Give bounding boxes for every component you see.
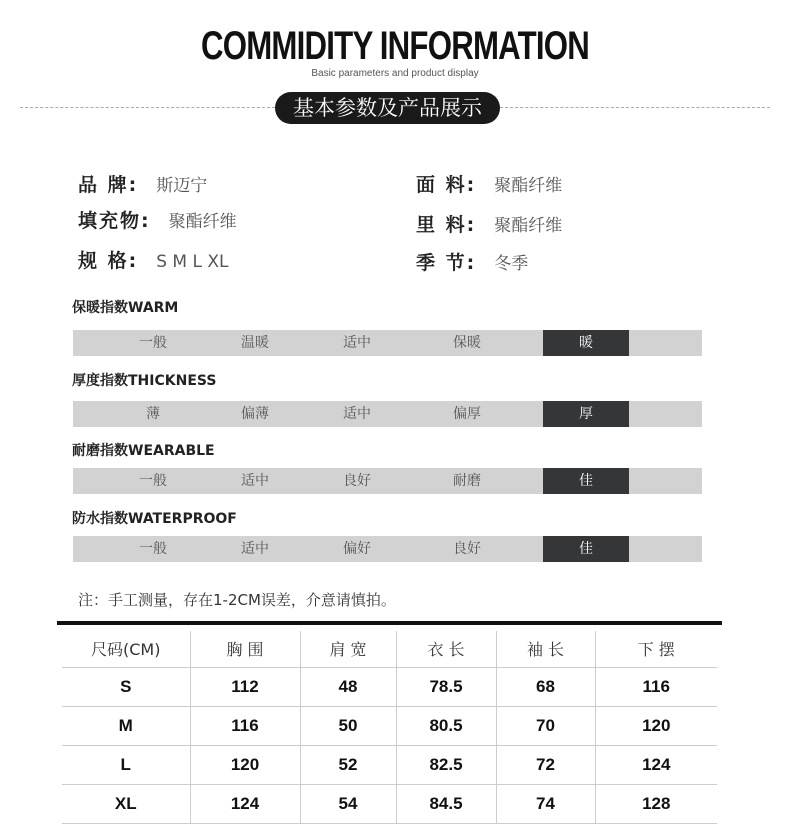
cell-size: XL	[62, 784, 190, 823]
param-spec	[78, 246, 228, 273]
index-bar-thickness	[73, 401, 702, 427]
cell-size: S	[62, 667, 190, 706]
column-header: 胸 围	[190, 631, 300, 667]
index-level-selected: 佳	[543, 536, 629, 562]
cell-hem: 124	[595, 745, 717, 784]
param-season	[416, 248, 528, 275]
table-row	[62, 784, 717, 823]
measurement-note: 注：手工测量，存在1-2CM误差，介意请慎拍。	[78, 591, 396, 609]
page-subtitle: Basic parameters and product display	[311, 68, 479, 79]
cell-chest: 116	[190, 706, 300, 745]
param-label: 品 牌:	[78, 174, 139, 196]
dashed-divider-right	[500, 107, 770, 108]
index-level: 良好	[453, 541, 481, 557]
column-header: 袖 长	[496, 631, 595, 667]
index-level: 良好	[343, 473, 371, 489]
column-header: 尺码(CM)	[62, 631, 190, 667]
index-level: 一般	[139, 335, 167, 351]
param-value: 聚酯纤维	[168, 212, 237, 232]
cell-shoulder: 52	[300, 745, 396, 784]
size-table	[62, 631, 717, 824]
cell-sleeve: 70	[496, 706, 595, 745]
index-level: 保暖	[453, 335, 481, 351]
index-level: 适中	[241, 473, 269, 489]
index-title-thickness: 厚度指数THICKNESS	[72, 373, 217, 389]
cell-chest: 112	[190, 667, 300, 706]
index-level: 适中	[343, 406, 371, 422]
cell-size: M	[62, 706, 190, 745]
index-bar-warm	[73, 330, 702, 356]
index-level-selected: 厚	[543, 401, 629, 427]
param-value: S M L XL	[156, 252, 229, 272]
cell-shoulder: 50	[300, 706, 396, 745]
column-header: 肩 宽	[300, 631, 396, 667]
section-pill: 基本参数及产品展示	[275, 92, 500, 124]
param-label: 里 料:	[416, 214, 477, 236]
param-filling	[78, 206, 237, 233]
table-header-row	[62, 631, 717, 667]
cell-hem: 128	[595, 784, 717, 823]
table-row	[62, 745, 717, 784]
param-value: 斯迈宁	[156, 176, 208, 196]
param-label: 季 节:	[416, 252, 477, 274]
cell-length: 80.5	[396, 706, 496, 745]
table-row	[62, 706, 717, 745]
cell-sleeve: 72	[496, 745, 595, 784]
column-header: 下 摆	[595, 631, 717, 667]
index-bar-wearable	[73, 468, 702, 494]
column-header: 衣 长	[396, 631, 496, 667]
param-label: 填充物:	[78, 210, 151, 232]
index-level: 温暖	[241, 335, 269, 351]
param-value: 聚酯纤维	[494, 216, 563, 236]
index-level: 薄	[146, 406, 160, 422]
cell-length: 84.5	[396, 784, 496, 823]
cell-shoulder: 48	[300, 667, 396, 706]
cell-size: L	[62, 745, 190, 784]
param-fabric	[416, 170, 562, 197]
param-label: 面 料:	[416, 174, 477, 196]
index-level-selected: 佳	[543, 468, 629, 494]
index-level: 偏厚	[453, 406, 481, 422]
param-value: 聚酯纤维	[494, 176, 563, 196]
param-lining	[416, 210, 562, 237]
index-level: 耐磨	[453, 473, 481, 489]
cell-hem: 120	[595, 706, 717, 745]
cell-length: 82.5	[396, 745, 496, 784]
param-brand	[78, 170, 207, 197]
cell-length: 78.5	[396, 667, 496, 706]
dashed-divider-left	[20, 107, 275, 108]
index-title-wearable: 耐磨指数WEARABLE	[72, 443, 215, 459]
index-title-waterproof: 防水指数WATERPROOF	[72, 511, 237, 527]
cell-chest: 120	[190, 745, 300, 784]
param-label: 规 格:	[78, 250, 139, 272]
index-level: 一般	[139, 541, 167, 557]
cell-shoulder: 54	[300, 784, 396, 823]
table-row	[62, 667, 717, 706]
cell-hem: 116	[595, 667, 717, 706]
page-title: COMMIDITY INFORMATION	[200, 24, 590, 68]
index-level: 偏好	[343, 541, 371, 557]
param-value: 冬季	[494, 254, 529, 274]
index-level: 适中	[241, 541, 269, 557]
index-level: 偏薄	[241, 406, 269, 422]
index-level: 适中	[343, 335, 371, 351]
index-bar-waterproof	[73, 536, 702, 562]
index-title-warm: 保暖指数WARM	[72, 300, 179, 316]
table-top-rule	[57, 621, 722, 625]
cell-sleeve: 68	[496, 667, 595, 706]
index-level: 一般	[139, 473, 167, 489]
cell-sleeve: 74	[496, 784, 595, 823]
index-level-selected: 暖	[543, 330, 629, 356]
cell-chest: 124	[190, 784, 300, 823]
